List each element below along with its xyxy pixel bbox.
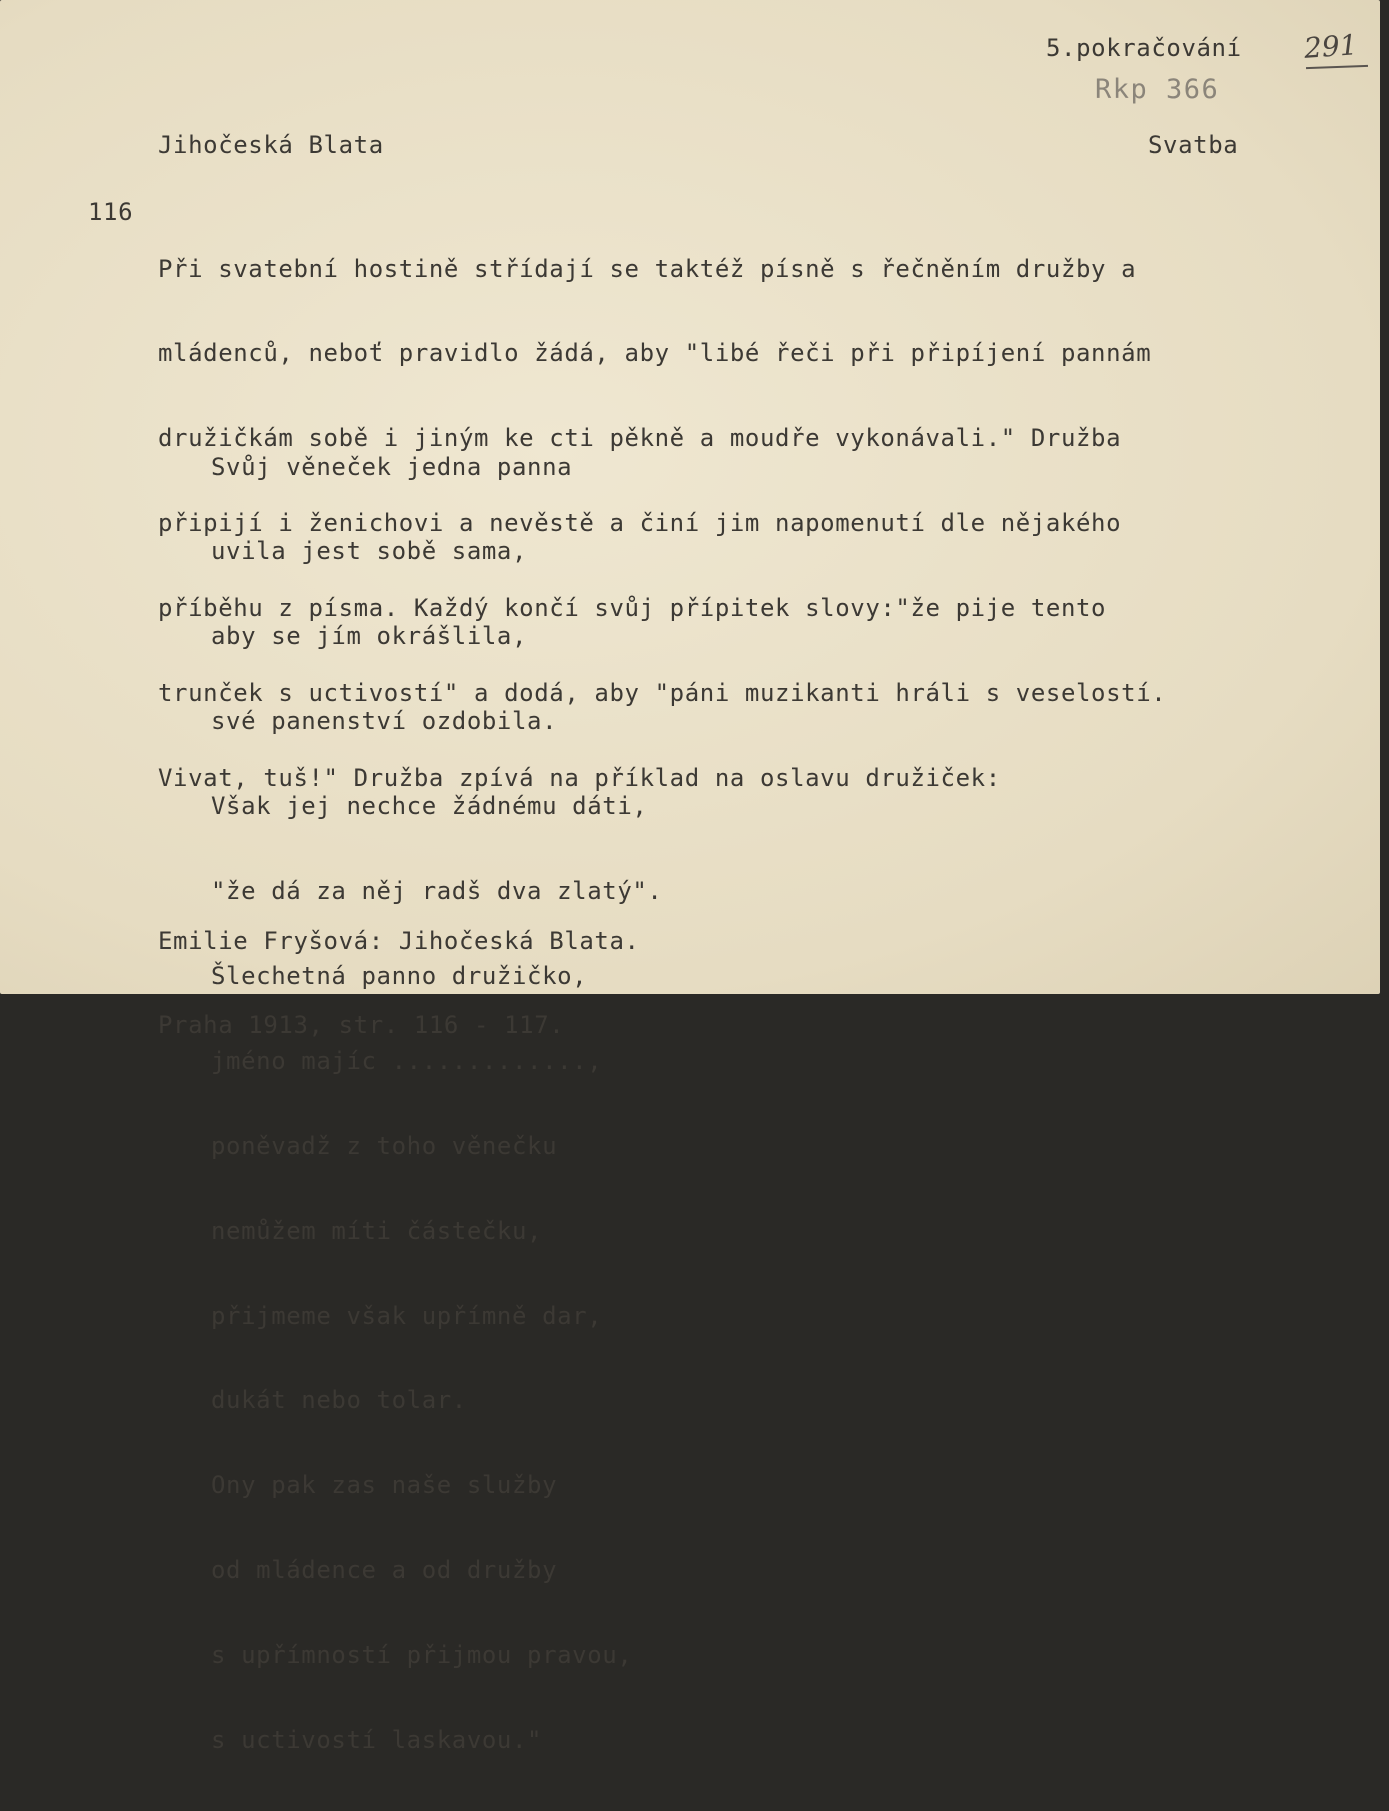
poem-line: od mládence a od družby: [211, 1556, 558, 1585]
poem-line: Šlechetná panno družičko,: [211, 961, 588, 990]
poem-line: nemůžem míti částečku,: [211, 1216, 543, 1245]
body-line: připijí i ženichovi a nevěstě a činí jim napomenutí dle nějakého: [158, 509, 1122, 538]
poem-line: aby se jím okrášlila,: [211, 622, 528, 651]
citation-line: Praha 1913, str. 116 - 117.: [158, 1011, 565, 1040]
poem-line: Však jej nechce žádnému dáti,: [211, 792, 648, 821]
region-heading: Jihočeská Blata: [158, 131, 384, 159]
continuation-label: 5.pokračování: [1046, 34, 1242, 62]
source-citation: [158, 870, 640, 1096]
handwritten-underline: [1306, 65, 1368, 69]
song-verses: [211, 396, 662, 1811]
citation-line: Emilie Fryšová: Jihočeská Blata.: [158, 926, 640, 955]
body-line: trunček s uctivostí" a dodá, aby "páni muzikanti hráli s veselostí.: [158, 679, 1167, 708]
poem-line: jméno majíc .............,: [211, 1046, 603, 1075]
entry-number: 116: [88, 198, 134, 226]
poem-line: přijmeme však upřímně dar,: [211, 1301, 603, 1330]
poem-line: dukát nebo tolar.: [211, 1386, 467, 1415]
body-line: Vivat, tuš!" Družba zpívá na příklad na oslavu družiček:: [158, 763, 1001, 792]
body-line: družičkám sobě i jiným ke cti pěkně a moudře vykonávali." Družba: [158, 424, 1122, 453]
manuscript-reference: Rkp 366: [1095, 74, 1220, 105]
body-line: příběhu z písma. Každý končí svůj přípitek slovy:"že pije tento: [158, 594, 1107, 623]
poem-line: s uctivostí laskavou.": [211, 1725, 543, 1754]
body-line: mládenců, neboť pravidlo žádá, aby "libé řeči při připíjení pannám: [158, 339, 1152, 368]
body-line: Při svatební hostině střídají se taktéž písně s řečněním družby a: [158, 254, 1137, 283]
poem-line: uvila jest sobě sama,: [211, 537, 528, 566]
poem-line: "že dá za něj radš dva zlatý".: [211, 877, 663, 906]
poem-line: Ony pak zas naše služby: [211, 1471, 558, 1500]
topic-heading: Svatba: [1148, 131, 1239, 159]
poem-line: s upřímností přijmou pravou,: [211, 1641, 633, 1670]
poem-line: Svůj věneček jedna panna: [211, 452, 573, 481]
poem-line: své panenství ozdobila.: [211, 707, 558, 736]
handwritten-page-number: 291: [1302, 28, 1359, 65]
poem-line: poněvadž z toho věnečku: [211, 1131, 558, 1160]
